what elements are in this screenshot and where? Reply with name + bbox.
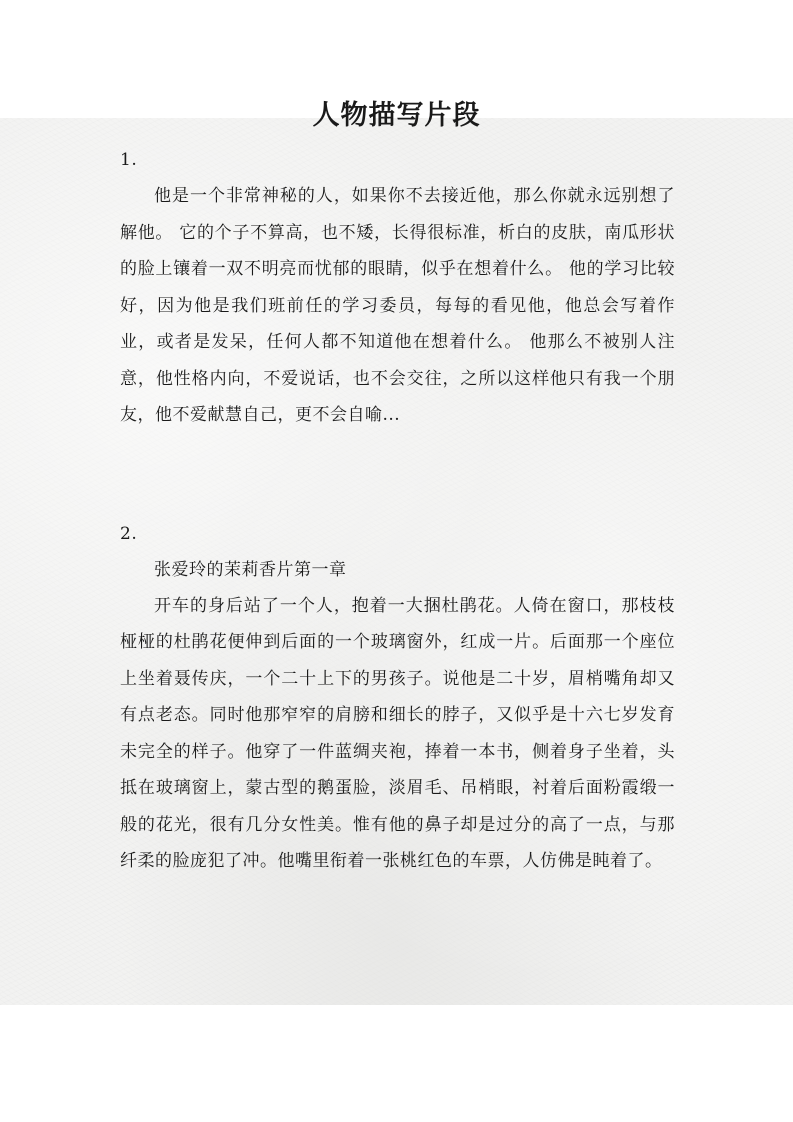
section-number: 2. [120, 523, 138, 544]
section-number: 1. [120, 150, 138, 170]
section-2 [120, 516, 675, 880]
section-subtitle: 张爱玲的茉莉香片第一章 [154, 559, 347, 580]
section-paragraph: 开车的身后站了一个人，抱着一大捆杜鹃花。人倚在窗口，那枝枝桠桠的杜鹃花便伸到后面的一个玻璃窗外，红成一片。后面那一个座位上坐着聂传庆，一个二十上下的男孩子。说他是二十岁，眉梢嘴角却又有点老态。同时他那窄窄的肩膀和细长的脖子，又似乎是十六七岁发育未完全的样子。他穿了一件蓝绸夹袍，捧着一本书，侧着身子坐着，头抵在玻璃窗上，蒙古型的鹅蛋脸，淡眉毛、吊梢眼，衬着后面粉霞缎一般的花光，很有几分女性美。惟有他的鼻子却是过分的高了一点，与那纤柔的脸庞犯了冲。他嘴里衔着一张桃红色的车票，人仿佛是盹着了。 [120, 595, 675, 871]
page-title: 人物描写片段 [312, 100, 481, 131]
document-body [120, 142, 675, 880]
section-1 [120, 142, 675, 434]
section-paragraph: 他是一个非常神秘的人，如果你不去接近他，那么你就永远别想了解他。 它的个子不算高，也不矮，长得很标准，析白的皮肤，南瓜形状的脸上镶着一双不明亮而忧郁的眼睛，似乎在想着什么。 他的学习比较好，因为他是我们班前任的学习委员，每每的看见他，他总会写着作业，或者是发呆，任何人都不知道他在想着什么。 他那么不被别人注意，他性格内向，不爱说话，也不会交往，之所以这样他只有我一个朋友，他不爱献慧自己，更不会自喻... [120, 186, 675, 425]
section-spacer [120, 434, 675, 516]
